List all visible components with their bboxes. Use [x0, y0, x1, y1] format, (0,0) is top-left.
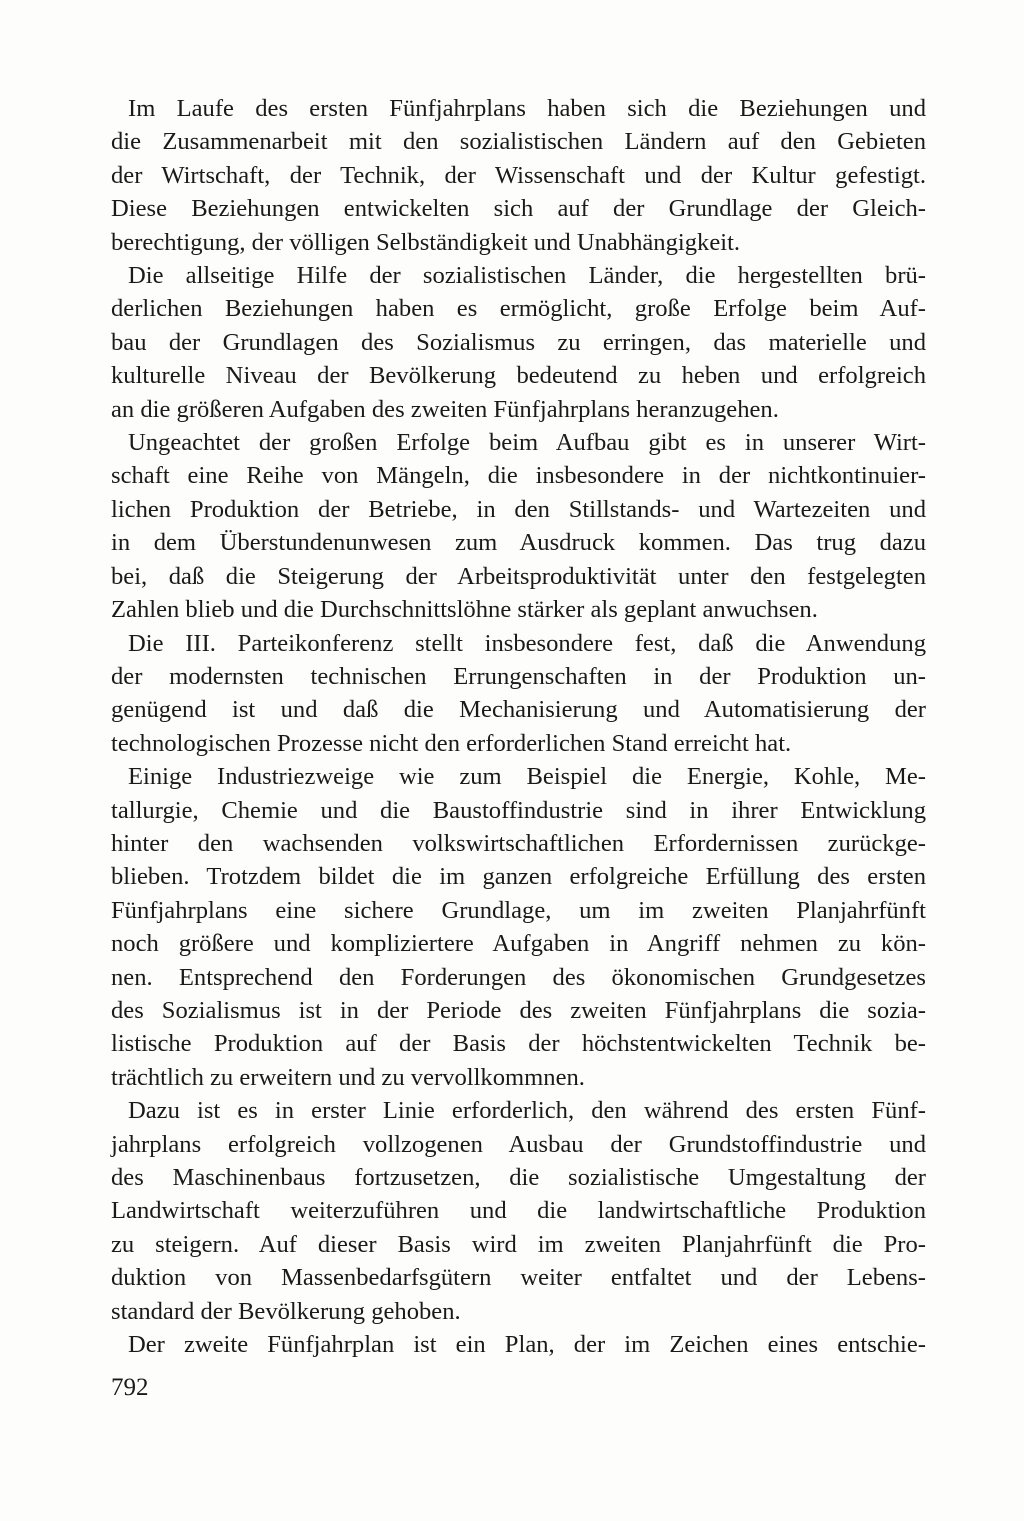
text-line: genügend ist und daß die Mechanisierung und Automatisierung der [111, 696, 926, 724]
text-line: Die allseitige Hilfe der sozialistischen Länder, die hergestellten brü- [128, 262, 926, 290]
text-line: zu steigern. Auf dieser Basis wird im zweiten Planjahrfünft die Pro- [111, 1230, 926, 1258]
text-line: Dazu ist es in erster Linie erforderlich, den während des ersten Fünf- [128, 1097, 926, 1125]
paragraph [111, 1094, 926, 1328]
text-line: blieben. Trotzdem bildet die im ganzen erfolgreiche Erfüllung des ersten [111, 863, 926, 891]
text-line: noch größere und kompliziertere Aufgaben in Angriff nehmen zu kön- [111, 930, 926, 958]
text-line: bei, daß die Steigerung der Arbeitsproduktivität unter den festgelegten [111, 562, 926, 590]
text-line: schaft eine Reihe von Mängeln, die insbesondere in der nichtkontinuier- [111, 462, 926, 490]
text-line: die Zusammenarbeit mit den sozialistischen Ländern auf den Gebieten [111, 128, 926, 156]
text-line: an die größeren Aufgaben des zweiten Fünfjahrplans heranzugehen. [111, 395, 779, 423]
paragraph [111, 426, 926, 626]
text-line: Im Laufe des ersten Fünfjahrplans haben sich die Beziehungen und [128, 95, 926, 122]
paragraph [111, 1328, 926, 1361]
text-line: in dem Überstundenunwesen zum Ausdruck kommen. Das trug dazu [111, 529, 926, 557]
paragraph [111, 627, 926, 761]
text-line: der Wirtschaft, der Technik, der Wissenschaft und der Kultur gefestigt. [111, 161, 926, 189]
text-line: listische Produktion auf der Basis der höchstentwickelten Technik be- [111, 1030, 926, 1058]
text-line: berechtigung, der völligen Selbständigkeit und Unabhängigkeit. [111, 228, 741, 256]
text-line: hinter den wachsenden volkswirtschaftlichen Erfordernissen zurückge- [111, 829, 926, 857]
text-line: Die III. Parteikonferenz stellt insbesondere fest, daß die Anwendung [128, 629, 926, 657]
text-line: Einige Industriezweige wie zum Beispiel die Energie, Kohle, Me- [128, 763, 926, 791]
text-line: Diese Beziehungen entwickelten sich auf der Grundlage der Gleich- [111, 195, 926, 223]
text-line: technologischen Prozesse nicht den erforderlichen Stand erreicht hat. [111, 729, 792, 757]
paragraph [111, 760, 926, 1094]
text-line: lichen Produktion der Betriebe, in den Stillstands- und Wartezeiten und [111, 495, 926, 523]
page-number: 792 [111, 1374, 149, 1401]
text-line: nen. Entsprechend den Forderungen des ökonomischen Grundgesetzes [111, 963, 926, 991]
text-line: tallurgie, Chemie und die Baustoffindustrie sind in ihrer Entwicklung [111, 796, 926, 824]
text-line: trächtlich zu erweitern und zu vervollkommnen. [111, 1063, 585, 1091]
text-line: jahrplans erfolgreich vollzogenen Ausbau der Grundstoffindustrie und [111, 1130, 926, 1158]
text-line: Ungeachtet der großen Erfolge beim Aufbau gibt es in unserer Wirt- [128, 429, 926, 457]
text-line: der modernsten technischen Errungenschaften in der Produktion un- [111, 662, 926, 690]
text-line: Der zweite Fünfjahrplan ist ein Plan, der im Zeichen eines entschie- [128, 1331, 926, 1359]
text-line: standard der Bevölkerung gehoben. [111, 1297, 461, 1325]
text-line: bau der Grundlagen des Sozialismus zu erringen, das materielle und [111, 328, 926, 356]
text-line: des Maschinenbaus fortzusetzen, die sozialistische Umgestaltung der [111, 1164, 926, 1191]
paragraph [111, 92, 926, 259]
body-text [111, 92, 926, 1361]
text-line: Landwirtschaft weiterzuführen und die landwirtschaftliche Produktion [111, 1197, 926, 1225]
text-line: duktion von Massenbedarfsgütern weiter entfaltet und der Lebens- [111, 1264, 926, 1292]
text-line: derlichen Beziehungen haben es ermöglicht, große Erfolge beim Auf- [111, 295, 926, 323]
text-line: Zahlen blieb und die Durchschnittslöhne stärker als geplant anwuchsen. [111, 596, 818, 624]
text-line: kulturelle Niveau der Bevölkerung bedeutend zu heben und erfolgreich [111, 362, 926, 390]
paragraph [111, 259, 926, 426]
text-line: des Sozialismus ist in der Periode des zweiten Fünfjahrplans die sozia- [111, 996, 926, 1024]
text-line: Fünfjahrplans eine sichere Grundlage, um im zweiten Planjahrfünft [111, 896, 926, 924]
